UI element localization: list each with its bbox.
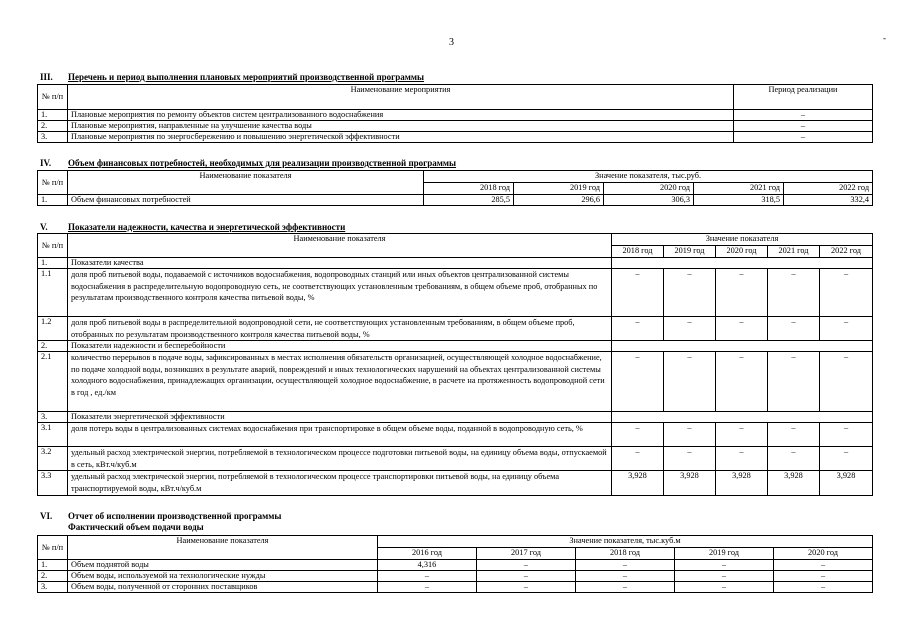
col-header-no: № п/п	[38, 85, 68, 110]
row-value: 306,3	[604, 195, 694, 206]
col-header-value: Значение показателя, тыс.куб.м	[378, 536, 873, 548]
table-row	[38, 195, 873, 206]
row-value: –	[378, 582, 477, 593]
row-value: –	[675, 582, 774, 593]
section-6-subtitle: Фактический объем подачи воды	[68, 522, 204, 532]
year-header: 2022 год	[784, 183, 873, 195]
row-value: –	[768, 423, 820, 447]
table-row	[38, 471, 873, 495]
section-5-number: V.	[40, 222, 48, 232]
section-3-heading	[40, 72, 424, 82]
row-value: –	[664, 352, 716, 412]
row-value: –	[774, 571, 873, 582]
row-number: 3.3	[38, 471, 68, 495]
row-value: 3,928	[612, 471, 664, 495]
section-4-number: IV.	[40, 158, 52, 168]
row-number: 2.	[38, 571, 68, 582]
row-value: –	[612, 317, 664, 341]
row-value: 3,928	[768, 471, 820, 495]
section-3-title: Перечень и период выполнения плановых мероприятий производственной программы	[68, 72, 425, 82]
row-name: Плановые мероприятия по ремонту объектов систем централизованного водоснабжения	[68, 110, 734, 121]
table-row	[38, 269, 873, 317]
year-header: 2018 год	[576, 548, 675, 560]
group-row	[38, 412, 873, 423]
section-5-heading	[40, 222, 345, 232]
financial-needs-table	[37, 170, 873, 206]
table-row	[38, 132, 873, 143]
row-value: –	[477, 582, 576, 593]
section-6-title: Отчет об исполнении производственной программы	[68, 511, 282, 521]
row-value: –	[716, 423, 768, 447]
row-value: 296,6	[514, 195, 604, 206]
row-value: 3,928	[716, 471, 768, 495]
row-name: доля проб питьевой воды, подаваемой с источников водоснабжения, водопроводных станций или иных объектов централизованной системы водоснабжения в распределительную водопроводную сеть, не соответствующих установленным требованиям, в общем объеме проб, отобранных по результатам производственного контроля качества питьевой воды, %	[68, 269, 612, 317]
table-row	[38, 423, 873, 447]
row-value: –	[612, 269, 664, 317]
col-header-indicator: Наименование показателя	[68, 171, 424, 195]
year-header: 2022 год	[820, 246, 873, 258]
year-header: 2019 год	[514, 183, 604, 195]
row-value: 332,4	[784, 195, 873, 206]
group-name: Показатели энергетической эффективности	[68, 412, 612, 423]
col-header-indicator: Наименование показателя	[68, 234, 612, 258]
row-name: доля потерь воды в централизованных системах водоснабжения при транспортировке в общем объеме воды, поданной в водопроводную сеть, %	[68, 423, 612, 447]
section-4-heading	[40, 158, 456, 168]
row-name: Объем воды, используемой на технологические нужды	[68, 571, 378, 582]
row-number: 1.2	[38, 317, 68, 341]
table-row	[38, 447, 873, 471]
row-value: –	[768, 269, 820, 317]
row-value: –	[820, 423, 873, 447]
table-row	[38, 560, 873, 571]
row-name: удельный расход электрической энергии, потребляемой в технологическом процессе транспортировки питьевой воды, на единицу объема транспортируемой воды, кВт.ч/куб.м	[68, 471, 612, 495]
row-number: 1.1	[38, 269, 68, 317]
row-value: –	[477, 560, 576, 571]
corner-mark: -	[883, 33, 886, 43]
row-number: 1.	[38, 560, 68, 571]
row-value: 4,316	[378, 560, 477, 571]
year-header: 2020 год	[604, 183, 694, 195]
row-value: 3,928	[664, 471, 716, 495]
year-header: 2016 год	[378, 548, 477, 560]
table-row	[38, 121, 873, 132]
section-3-number: III.	[40, 72, 53, 82]
row-value: –	[675, 560, 774, 571]
year-header: 2018 год	[612, 246, 664, 258]
empty-cell	[612, 412, 873, 423]
row-value: 318,5	[694, 195, 784, 206]
empty-cell	[612, 258, 873, 269]
row-number: 3.	[38, 132, 68, 143]
row-period: –	[734, 132, 873, 143]
row-name: Плановые мероприятия, направленные на улучшение качества воды	[68, 121, 734, 132]
row-value: –	[664, 447, 716, 471]
row-value: –	[820, 352, 873, 412]
row-period: –	[734, 110, 873, 121]
row-value: –	[820, 269, 873, 317]
table-row	[38, 352, 873, 412]
row-value: –	[774, 582, 873, 593]
row-value: –	[576, 582, 675, 593]
section-4-title: Объем финансовых потребностей, необходимых для реализации производственной программы	[68, 158, 457, 168]
row-value: –	[664, 317, 716, 341]
year-header: 2020 год	[716, 246, 768, 258]
row-value: –	[716, 269, 768, 317]
row-value: –	[768, 317, 820, 341]
col-header-measure: Наименование мероприятия	[68, 85, 734, 110]
year-header: 2017 год	[477, 548, 576, 560]
year-header: 2019 год	[664, 246, 716, 258]
page-number: 3	[449, 37, 454, 48]
row-value: –	[675, 571, 774, 582]
reliability-quality-table	[37, 233, 873, 496]
row-name: количество перерывов в подаче воды, зафиксированных в местах исполнения обязательств организацией, осуществляющей холодное водоснабжение, по подаче холодной воды, возникших в результате аварий, повреждений и иных технологических нарушений на объектах централизованной системы холодного водоснабжения, принадлежащих организации, осуществляющей холодное водоснабжение, в расчете на протяженность водопроводной сети в год , ед./км	[68, 352, 612, 412]
col-header-value: Значение показателя	[612, 234, 873, 246]
table-row	[38, 317, 873, 341]
group-name: Показатели надежности и бесперебойности	[68, 341, 612, 352]
col-header-period: Период реализации	[734, 85, 873, 110]
row-name: Объем поднятой воды	[68, 560, 378, 571]
row-value: –	[716, 447, 768, 471]
section-6-heading	[40, 511, 281, 521]
group-name: Показатели качества	[68, 258, 612, 269]
year-header: 2019 год	[675, 548, 774, 560]
col-header-no: № п/п	[38, 234, 68, 258]
row-value: –	[820, 317, 873, 341]
section-5-title: Показатели надежности, качества и энергетической эффективности	[68, 222, 346, 232]
row-number: 3.1	[38, 423, 68, 447]
section-6-number: VI.	[40, 511, 53, 521]
row-value: –	[716, 352, 768, 412]
group-number: 2.	[38, 341, 68, 352]
row-value: 3,928	[820, 471, 873, 495]
col-header-no: № п/п	[38, 171, 68, 195]
col-header-indicator: Наименование показателя	[68, 536, 378, 560]
row-value: –	[612, 352, 664, 412]
group-number: 1.	[38, 258, 68, 269]
group-row	[38, 258, 873, 269]
row-value: –	[664, 423, 716, 447]
row-name: удельный расход электрической энергии, потребляемой в технологическом процессе подготовки питьевой воды, на единицу объема воды, отпускаемой в сеть, кВт.ч/куб.м	[68, 447, 612, 471]
col-header-value: Значение показателя, тыс.руб.	[424, 171, 873, 183]
empty-cell	[612, 341, 873, 352]
row-name: Объем финансовых потребностей	[68, 195, 424, 206]
group-number: 3.	[38, 412, 68, 423]
col-header-no: № п/п	[38, 536, 68, 560]
row-value: –	[612, 447, 664, 471]
row-number: 2.1	[38, 352, 68, 412]
year-header: 2018 год	[424, 183, 514, 195]
row-period: –	[734, 121, 873, 132]
row-value: –	[576, 560, 675, 571]
row-number: 2.	[38, 121, 68, 132]
row-name: Объем воды, полученной от сторонних поставщиков	[68, 582, 378, 593]
row-number: 3.2	[38, 447, 68, 471]
table-row	[38, 582, 873, 593]
group-row	[38, 341, 873, 352]
year-header: 2021 год	[694, 183, 784, 195]
row-value: –	[477, 571, 576, 582]
row-value: –	[576, 571, 675, 582]
row-value: –	[768, 447, 820, 471]
year-header: 2020 год	[774, 548, 873, 560]
row-name: Плановые мероприятия по энергосбережению и повышению энергетической эффективности	[68, 132, 734, 143]
table-row	[38, 571, 873, 582]
row-value: –	[820, 447, 873, 471]
row-value: –	[378, 571, 477, 582]
plan-measures-table	[37, 84, 873, 143]
row-value: –	[612, 423, 664, 447]
row-name: доля проб питьевой воды в распределительной водопроводной сети, не соответствующих установленным требованиям, в общем объеме проб, отобранных по результатам производственного контроля качества питьевой воды, %	[68, 317, 612, 341]
year-header: 2021 год	[768, 246, 820, 258]
water-supply-report-table	[37, 535, 873, 593]
row-value: –	[664, 269, 716, 317]
row-value: –	[716, 317, 768, 341]
row-value: –	[768, 352, 820, 412]
row-number: 1.	[38, 195, 68, 206]
row-number: 3.	[38, 582, 68, 593]
row-value: 285,5	[424, 195, 514, 206]
row-number: 1.	[38, 110, 68, 121]
row-value: –	[774, 560, 873, 571]
table-row	[38, 110, 873, 121]
